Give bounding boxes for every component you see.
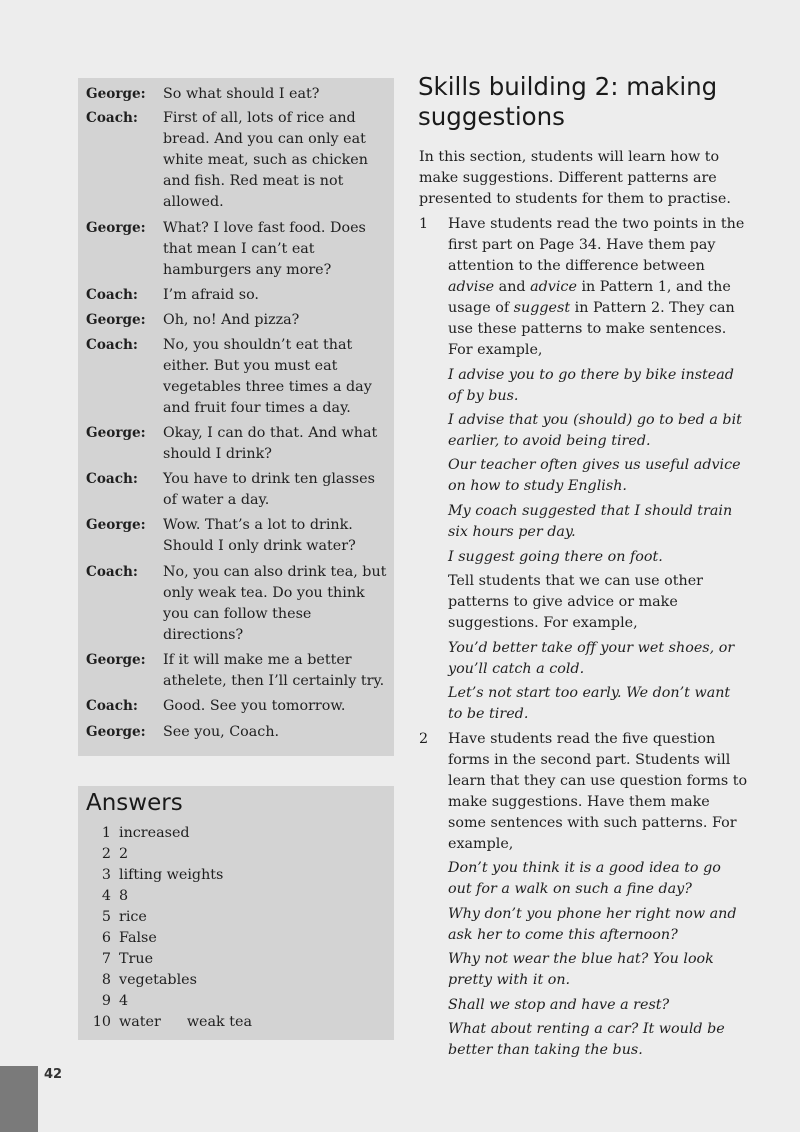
dialogue-line <box>86 562 390 646</box>
answer-item <box>86 844 128 865</box>
answer-number: 2 <box>101 846 111 862</box>
section-intro: In this section, students will learn how to make suggestions. Different patterns are presented to students for them to practise. <box>419 149 731 207</box>
emphasis-text: advise <box>448 279 495 295</box>
answer-number: 8 <box>101 972 111 988</box>
emphasis-text: suggest <box>513 300 571 316</box>
answer-item <box>86 991 128 1012</box>
speech: I’m afraid so. <box>163 287 259 303</box>
speaker: George: <box>86 425 146 441</box>
dialogue-line <box>86 335 390 419</box>
speech: Wow. That’s a lot to drink. Should I only drink water? <box>163 517 356 554</box>
dialogue-line <box>86 469 390 511</box>
dialogue-line <box>86 696 390 717</box>
dialogue-line <box>86 722 390 743</box>
example-sentence: Shall we stop and have a rest? <box>448 997 670 1013</box>
speech: No, you shouldn’t eat that either. But you must eat vegetables three times a day and fruit four times a day. <box>163 337 372 416</box>
page-tab <box>0 1066 38 1132</box>
speaker: George: <box>86 86 146 102</box>
speaker: George: <box>86 220 146 236</box>
example-sentence: Don’t you think it is a good idea to go out for a walk on such a fine day? <box>448 860 721 897</box>
speech: What? I love fast food. Does that mean I can’t eat hamburgers any more? <box>163 220 366 278</box>
answer-number: 3 <box>101 867 111 883</box>
speaker: George: <box>86 652 146 668</box>
answer-item <box>86 907 147 928</box>
speech: If it will make me a better athelete, then I’ll certainly try. <box>163 652 385 689</box>
dialogue-line <box>86 108 390 213</box>
instruction-paragraph: Tell students that we can use other patterns to give advice or make suggestions. For example, <box>448 573 704 631</box>
answer-item <box>86 1012 252 1033</box>
speaker: Coach: <box>86 337 138 353</box>
dialogue-line <box>86 650 390 692</box>
answer-text: False <box>119 930 157 946</box>
instruction-text: in Pattern 2. They can use these patterns to make sentences. For example, <box>448 300 735 358</box>
answer-number: 10 <box>92 1014 111 1030</box>
point-number: 1 <box>419 216 429 232</box>
answer-number: 9 <box>101 993 111 1009</box>
answer-item <box>86 949 153 970</box>
example-sentence: I suggest going there on foot. <box>448 549 663 565</box>
speech: Oh, no! And pizza? <box>163 312 300 328</box>
example-sentence: Let’s not start too early. We don’t want to be tired. <box>448 685 731 722</box>
answer-item <box>86 886 128 907</box>
speaker: George: <box>86 724 146 740</box>
instruction-paragraph <box>448 214 748 361</box>
answer-extra-text: weak tea <box>186 1014 252 1030</box>
point-number: 2 <box>419 731 429 747</box>
dialogue-line <box>86 218 390 281</box>
answer-text: vegetables <box>119 972 197 988</box>
instruction-text: Have students read the two points in the first part on Page 34. Have them pay attention to the difference between <box>448 216 745 274</box>
speech: Okay, I can do that. And what should I drink? <box>163 425 378 462</box>
example-sentence: I advise that you (should) go to bed a bit earlier, to avoid being tired. <box>448 412 742 449</box>
example-sentence: I advise you to go there by bike instead of by bus. <box>448 367 734 404</box>
dialogue-line <box>86 285 390 306</box>
example-sentence: Why don’t you phone her right now and ask her to come this afternoon? <box>448 906 737 943</box>
answer-number: 6 <box>101 930 111 946</box>
dialogue-line <box>86 423 390 465</box>
speaker: Coach: <box>86 471 138 487</box>
page-number: 42 <box>44 1067 63 1082</box>
speaker: Coach: <box>86 287 138 303</box>
speaker: George: <box>86 312 146 328</box>
answer-text: rice <box>119 909 147 925</box>
answer-number: 7 <box>101 951 111 967</box>
speaker: Coach: <box>86 110 138 126</box>
answer-item <box>86 928 157 949</box>
example-sentence: Why not wear the blue hat? You look pretty with it on. <box>448 951 714 988</box>
speech: So what should I eat? <box>163 86 320 102</box>
answer-text: True <box>119 951 154 967</box>
speech: First of all, lots of rice and bread. And you can only eat white meat, such as chicken and fish. Red meat is not allowed. <box>163 110 368 210</box>
answer-item <box>86 823 190 844</box>
dialogue-line <box>86 84 390 105</box>
answer-number: 4 <box>101 888 111 904</box>
instruction-text: in Pattern 1, and the usage of <box>448 279 731 316</box>
speech: You have to drink ten glasses of water a day. <box>163 471 375 508</box>
answer-text: 2 <box>119 846 129 862</box>
example-sentence: You’d better take off your wet shoes, or you’ll catch a cold. <box>448 640 735 677</box>
speech: No, you can also drink tea, but only weak tea. Do you think you can follow these directions? <box>163 564 387 643</box>
example-sentence: My coach suggested that I should train six hours per day. <box>448 503 733 540</box>
dialogue-line <box>86 515 390 557</box>
answer-text: increased <box>119 825 190 841</box>
answer-text: 4 <box>119 993 129 1009</box>
answer-text: lifting weights <box>119 867 224 883</box>
example-sentence: Our teacher often gives us useful advice on how to study English. <box>448 457 741 494</box>
answers-title: Answers <box>86 790 183 816</box>
speaker: Coach: <box>86 564 138 580</box>
answers-box <box>78 786 394 1040</box>
answer-text: 8 <box>119 888 129 904</box>
emphasis-text: advice <box>530 279 577 295</box>
answer-item <box>86 865 223 886</box>
answer-number: 5 <box>101 909 111 925</box>
speech: See you, Coach. <box>163 724 280 740</box>
answer-item <box>86 970 197 991</box>
section-title: Skills building 2: making suggestions <box>418 72 718 131</box>
instruction-paragraph: Have students read the five question forms in the second part. Students will learn that they can use question forms to make suggestions. Have them make some sentences with such patterns. For example, <box>448 731 748 852</box>
answer-text: water <box>119 1014 161 1030</box>
answer-number: 1 <box>101 825 111 841</box>
dialogue-line <box>86 310 390 331</box>
speaker: Coach: <box>86 698 138 714</box>
speaker: George: <box>86 517 146 533</box>
example-sentence: What about renting a car? It would be better than taking the bus. <box>448 1021 725 1058</box>
speech: Good. See you tomorrow. <box>163 698 346 714</box>
dialogue-box <box>78 78 394 756</box>
instruction-text: and <box>494 279 531 295</box>
